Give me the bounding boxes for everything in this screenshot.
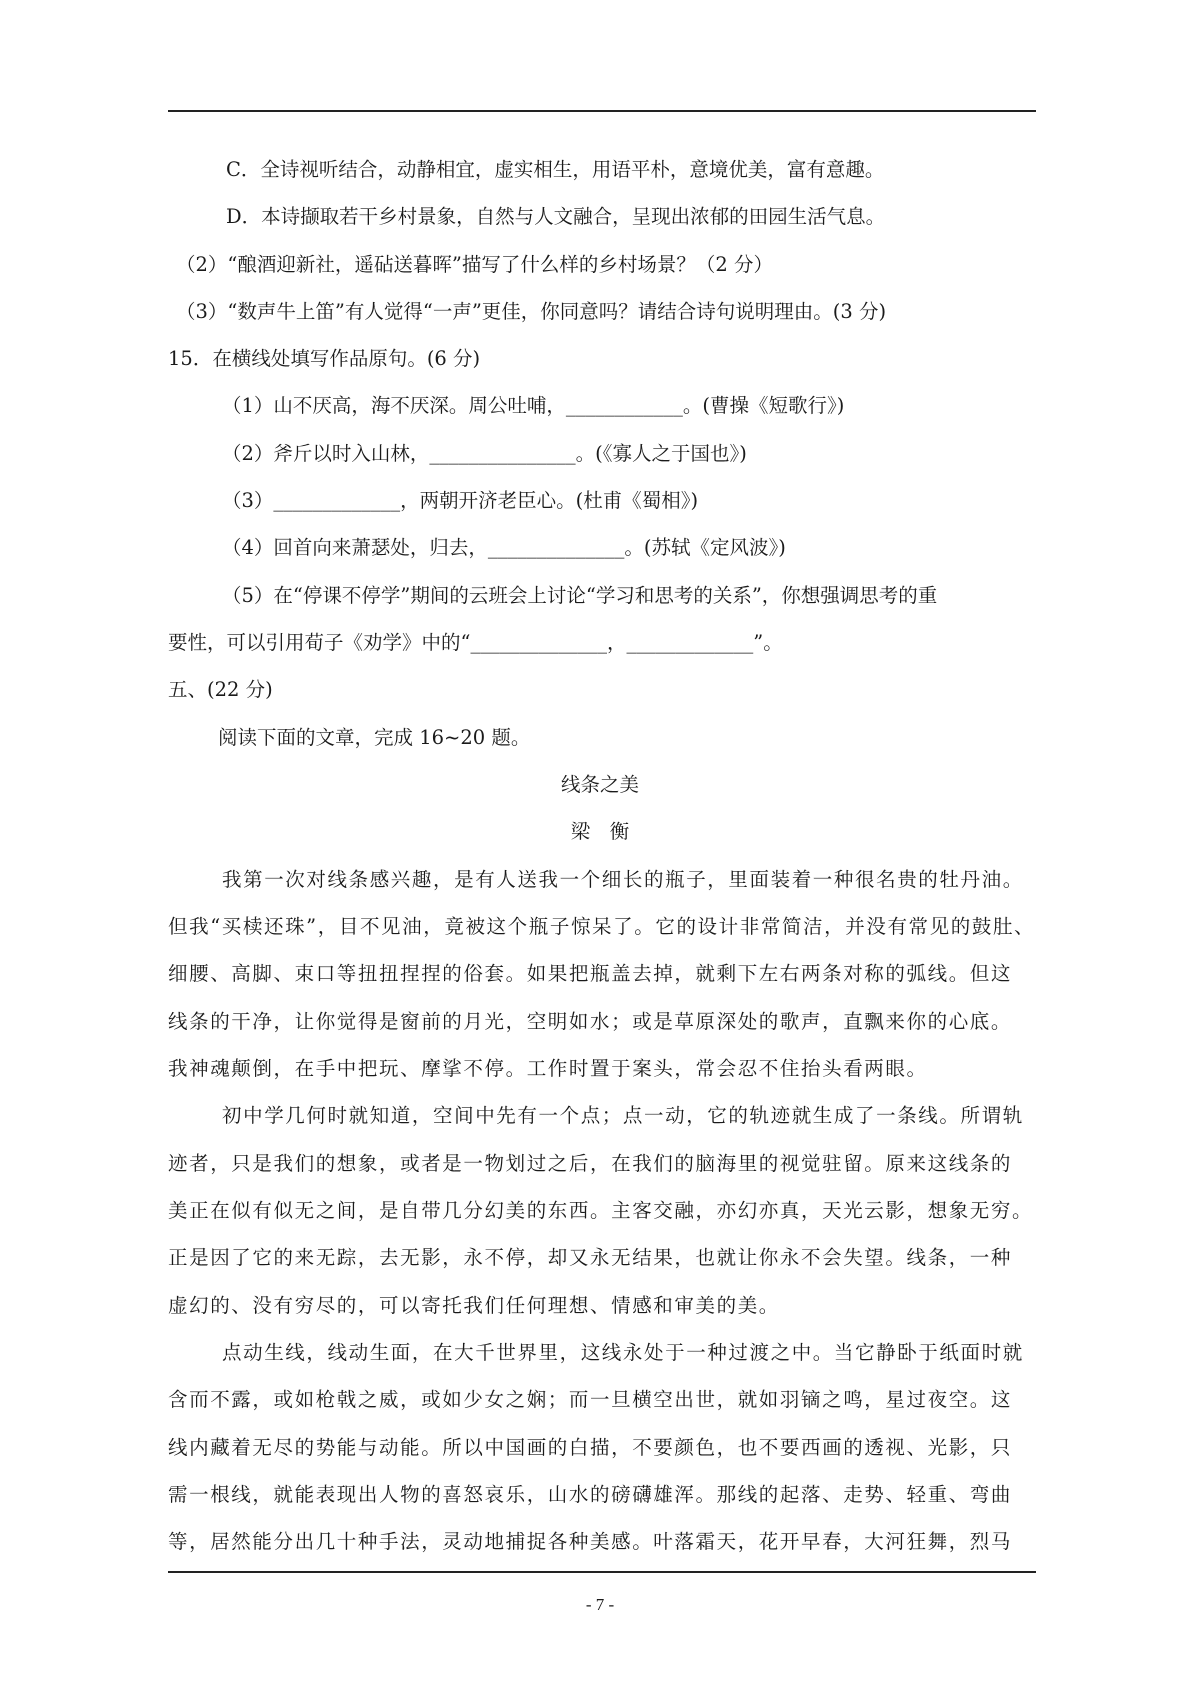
option-d: D．本诗撷取若干乡村景象，自然与人文融合，呈现出浓郁的田园生活气息。 xyxy=(226,205,886,228)
question-3: （3）“数声牛上笛”有人觉得“一声”更佳，你同意吗？请结合诗句说明理由。(3 分) xyxy=(176,300,887,323)
paragraph-line: 我神魂颠倒，在手中把玩、摩挲不停。工作时置于案头，常会忍不住抬头看两眼。 xyxy=(168,1057,928,1080)
paragraph-line: 初中学几何时就知道，空间中先有一个点；点一动，它的轨迹就生成了一条线。所谓轨 xyxy=(222,1104,1024,1127)
question-15: 15．在横线处填写作品原句。(6 分) xyxy=(168,347,481,370)
paragraph-line: 等，居然能分出几十种手法，灵动地捕捉各种美感。叶落霜天，花开早春，大河狂舞，烈马 xyxy=(168,1530,1013,1553)
paragraph-line: 我第一次对线条感兴趣，是有人送我一个细长的瓶子，里面装着一种很名贵的牡丹油。 xyxy=(222,868,1024,891)
paragraph-line: 美正在似有似无之间，是自带几分幻美的东西。主客交融，亦幻亦真，天光云影，想象无穷。 xyxy=(168,1199,1034,1222)
article-author: 梁 衡 xyxy=(570,820,630,843)
paragraph-line: 含而不露，或如枪戟之威，或如少女之娴；而一旦横空出世，就如羽镝之鸣，星过夜空。这 xyxy=(168,1388,1013,1411)
fill-item-3: （3）_____________，两朝开济老臣心。(杜甫《蜀相》) xyxy=(222,489,699,512)
article-title: 线条之美 xyxy=(560,773,639,796)
paragraph-line: 细腰、高脚、束口等扭扭捏捏的俗套。如果把瓶盖去掉，就剩下左右两条对称的弧线。但这 xyxy=(168,962,1013,985)
paragraph-line: 迹者，只是我们的想象，或者是一物划过之后，在我们的脑海里的视觉驻留。原来这线条的 xyxy=(168,1152,1013,1175)
question-2: （2）“酿酒迎新社，遥砧送暮晖”描写了什么样的乡村场景？（2 分） xyxy=(176,253,773,276)
page-number: - 7 - xyxy=(585,1595,615,1614)
reading-instruction: 阅读下面的文章，完成 16~20 题。 xyxy=(218,726,531,749)
paragraph-line: 但我“买椟还珠”，目不见油，竟被这个瓶子惊呆了。它的设计非常简洁，并没有常见的鼓肚、 xyxy=(168,915,1036,938)
fill-item-4: （4）回首向来萧瑟处，归去，______________。(苏轼《定风波》) xyxy=(222,536,786,559)
fill-item-1: （1）山不厌高，海不厌深。周公吐哺，____________。(曹操《短歌行》) xyxy=(222,394,845,417)
paragraph-line: 虚幻的、没有穷尽的，可以寄托我们任何理想、情感和审美的美。 xyxy=(168,1294,780,1317)
footer-rule xyxy=(168,1571,1036,1573)
paragraph-line: 正是因了它的来无踪，去无影，永不停，却又永无结果，也就让你永不会失望。线条，一种 xyxy=(168,1246,1013,1269)
section-five-heading: 五、(22 分) xyxy=(168,678,273,701)
header-rule xyxy=(168,110,1036,112)
paragraph-line: 线内藏着无尽的势能与动能。所以中国画的白描，不要颜色，也不要西画的透视、光影，只 xyxy=(168,1436,1013,1459)
option-c: C．全诗视听结合，动静相宜，虚实相生，用语平朴，意境优美，富有意趣。 xyxy=(226,158,885,181)
fill-item-5: （5）在“停课不停学”期间的云班会上讨论“学习和思考的关系”，你想强调思考的重 xyxy=(222,584,938,607)
fill-item-5-cont: 要性，可以引用荀子《劝学》中的“______________，_____________”。 xyxy=(168,631,783,654)
paragraph-line: 需一根线，就能表现出人物的喜怒哀乐，山水的磅礴雄浑。那线的起落、走势、轻重、弯曲 xyxy=(168,1483,1013,1506)
paragraph-line: 线条的干净，让你觉得是窗前的月光，空明如水；或是草原深处的歌声，直飘来你的心底。 xyxy=(168,1010,1013,1033)
fill-item-2: （2）斧斤以时入山林，_______________。(《寡人之于国也》) xyxy=(222,442,747,465)
paragraph-line: 点动生线，线动生面，在大千世界里，这线永处于一种过渡之中。当它静卧于纸面时就 xyxy=(222,1341,1024,1364)
